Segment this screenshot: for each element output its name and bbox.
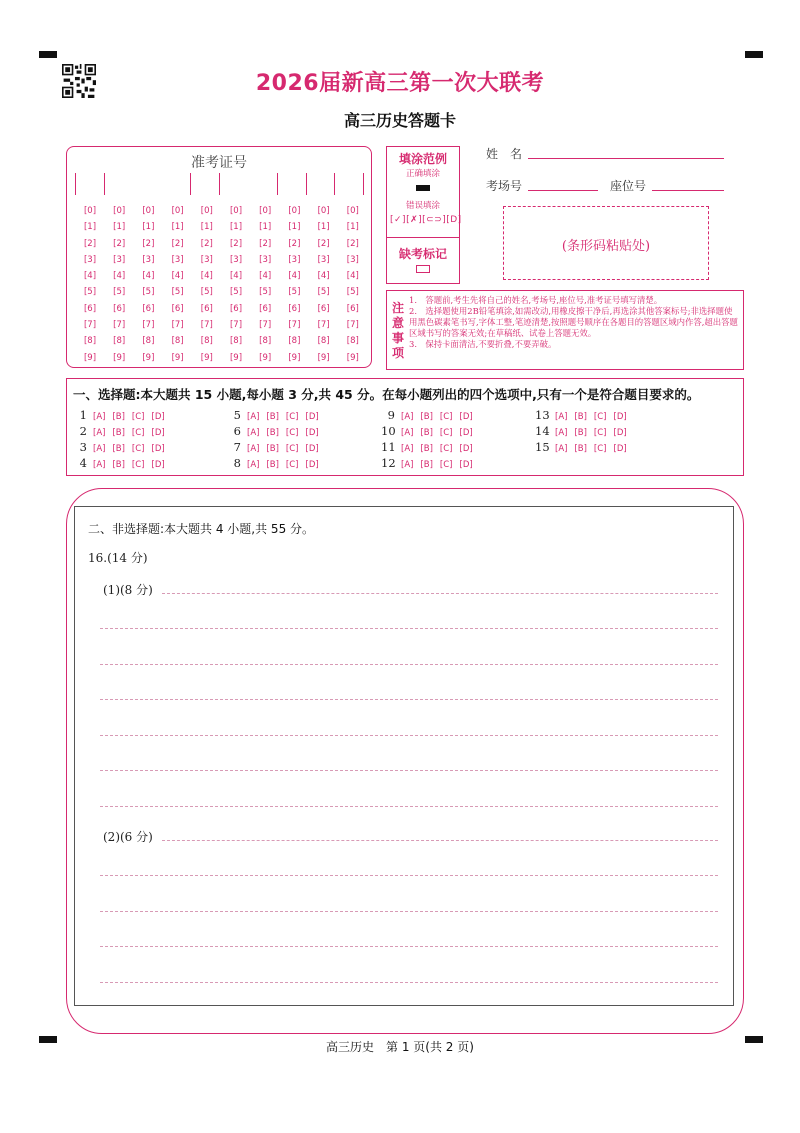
- admission-digit-bubble[interactable]: [6]: [171, 303, 184, 314]
- admission-digit-bubble[interactable]: [4]: [171, 271, 184, 282]
- admission-digit-bubble[interactable]: [9]: [83, 352, 97, 363]
- mc-question: [73, 456, 172, 470]
- mc-option-bubble[interactable]: [A]: [247, 444, 260, 454]
- admission-digit-bubble[interactable]: [7]: [259, 320, 272, 331]
- admission-digit-bubble[interactable]: [8]: [113, 336, 126, 347]
- room-field[interactable]: [528, 190, 598, 191]
- admission-digit-bubble[interactable]: [5]: [83, 287, 97, 298]
- room-label: 考场号: [486, 179, 523, 193]
- admission-digit-bubble[interactable]: [2]: [83, 238, 97, 249]
- admission-digit-bubble[interactable]: [1]: [83, 222, 97, 233]
- mc-option-bubble[interactable]: [D]: [613, 412, 627, 422]
- mc-option-bubble[interactable]: [B]: [112, 428, 125, 438]
- admission-digit-bubble[interactable]: [6]: [229, 303, 243, 314]
- admission-digit-bubble[interactable]: [9]: [317, 352, 330, 363]
- admission-digit-bubble[interactable]: [2]: [259, 238, 272, 249]
- mc-option-bubble[interactable]: [B]: [420, 428, 433, 438]
- answer-line[interactable]: [162, 593, 718, 594]
- admission-digit-bubble[interactable]: [8]: [200, 336, 213, 347]
- admission-digit-bubble[interactable]: [4]: [259, 271, 272, 282]
- note-item: 1. 答题前,考生先将自己的姓名,考场号,座位号,准考证号填写清楚。: [409, 295, 663, 305]
- mc-option-bubble[interactable]: [B]: [420, 412, 433, 422]
- admission-digit-bubble[interactable]: [3]: [259, 254, 272, 265]
- admission-digit-bubble[interactable]: [6]: [113, 303, 126, 314]
- mc-option-bubble[interactable]: [B]: [420, 444, 433, 454]
- divider: [387, 237, 459, 238]
- mc-option-bubble[interactable]: [A]: [93, 460, 106, 470]
- admission-digit-bubble[interactable]: [2]: [317, 238, 330, 249]
- mc-question: [73, 440, 172, 454]
- mc-option-bubble[interactable]: [B]: [574, 412, 587, 422]
- admission-digit-bubble[interactable]: [3]: [346, 254, 359, 265]
- mc-option-bubble[interactable]: [B]: [266, 428, 279, 438]
- mc-question-number: 3: [79, 440, 87, 454]
- admission-digit-bubble[interactable]: [8]: [346, 336, 359, 347]
- mc-option-bubble[interactable]: [D]: [613, 444, 627, 454]
- admission-digit-column: [344, 203, 362, 366]
- admission-digit-bubble[interactable]: [6]: [346, 303, 359, 314]
- admission-digit-bubble[interactable]: [6]: [288, 303, 301, 314]
- mc-question-number: 1: [79, 408, 87, 422]
- absent-mark-checkbox[interactable]: [416, 265, 430, 273]
- admission-digit-bubble[interactable]: [1]: [317, 222, 330, 233]
- notes-box: [386, 290, 744, 370]
- note-item: 3. 保持卡面清洁,不要折叠,不要弄破。: [409, 339, 557, 349]
- mc-option-bubble[interactable]: [A]: [247, 460, 260, 470]
- admission-digit-column: [198, 203, 216, 366]
- admission-digit-bubble[interactable]: [2]: [200, 238, 213, 249]
- mc-question-number: 13: [535, 408, 550, 422]
- mc-option-bubble[interactable]: [A]: [93, 428, 106, 438]
- mc-question-number: 2: [79, 424, 87, 438]
- mc-question: [227, 424, 326, 438]
- page-footer: 高三历史 第 1 页(共 2 页): [326, 1040, 474, 1054]
- admission-digit-bubble[interactable]: [8]: [288, 336, 301, 347]
- mc-option-bubble[interactable]: [C]: [285, 412, 299, 422]
- mc-option-bubble[interactable]: [A]: [401, 428, 414, 438]
- answer-line[interactable]: [100, 664, 718, 665]
- mc-option-bubble[interactable]: [A]: [93, 444, 106, 454]
- barcode-label: (条形码粘贴处): [561, 239, 651, 254]
- mc-option-bubble[interactable]: [D]: [459, 460, 473, 470]
- mc-question-number: 9: [387, 408, 395, 422]
- mc-option-bubble[interactable]: [D]: [459, 412, 473, 422]
- mc-question: [381, 456, 480, 470]
- admission-digit-bubble[interactable]: [1]: [113, 222, 126, 233]
- admission-digit-bubble[interactable]: [9]: [346, 352, 359, 363]
- mc-option-bubble[interactable]: [B]: [266, 444, 279, 454]
- multiple-choice-title: 一、选择题:本大题共 15 小题,每小题 3 分,共 45 分。在每小题列出的四个选项中,只有一个是符合题目要求的。: [73, 387, 700, 402]
- mc-question: [381, 408, 480, 422]
- mc-question-number: 11: [381, 440, 396, 454]
- admission-digit-bubble[interactable]: [9]: [142, 352, 155, 363]
- exam-title: 2026届新高三第一次大联考: [255, 71, 545, 96]
- wrong-fill-samples: [✓][✗][⊂⊃][D]: [390, 215, 462, 225]
- admission-digit-bubble[interactable]: [4]: [83, 271, 97, 282]
- mc-option-bubble[interactable]: [B]: [574, 428, 587, 438]
- admission-digit-bubble[interactable]: [5]: [288, 287, 301, 298]
- mc-question-number: 7: [233, 440, 241, 454]
- admission-digit-bubble[interactable]: [9]: [259, 352, 272, 363]
- admission-digit-column: [256, 203, 274, 366]
- mc-option-bubble[interactable]: [C]: [131, 460, 145, 470]
- admission-digit-bubble[interactable]: [7]: [317, 320, 330, 331]
- seat-label: 座位号: [610, 179, 647, 193]
- admission-digit-bubble[interactable]: [4]: [317, 271, 330, 282]
- admission-digit-bubble[interactable]: [0]: [113, 206, 126, 216]
- multiple-choice-section: [66, 378, 744, 476]
- admission-digit-bubble[interactable]: [9]: [288, 352, 301, 363]
- mc-question-number: 4: [79, 456, 87, 470]
- admission-digit-bubble[interactable]: [9]: [171, 352, 184, 363]
- mc-question-number: 6: [233, 424, 241, 438]
- mc-question-number: 12: [381, 456, 396, 470]
- admission-digit-bubble[interactable]: [0]: [346, 206, 359, 216]
- admission-digit-bubble[interactable]: [1]: [346, 222, 359, 233]
- admission-digit-bubble[interactable]: [9]: [200, 352, 213, 363]
- mc-option-bubble[interactable]: [C]: [439, 444, 453, 454]
- admission-digit-bubble[interactable]: [6]: [259, 303, 272, 314]
- name-field[interactable]: [528, 158, 724, 159]
- mc-option-bubble[interactable]: [B]: [112, 460, 125, 470]
- mc-option-bubble[interactable]: [A]: [401, 460, 414, 470]
- mc-option-bubble[interactable]: [C]: [131, 428, 145, 438]
- mc-option-bubble[interactable]: [D]: [305, 460, 319, 470]
- mc-option-bubble[interactable]: [C]: [131, 444, 145, 454]
- answer-line[interactable]: [100, 982, 718, 983]
- admission-digit-column: [81, 203, 99, 366]
- admission-digit-bubble[interactable]: [2]: [171, 238, 184, 249]
- mc-question: [535, 440, 634, 454]
- mc-option-bubble[interactable]: [D]: [305, 444, 319, 454]
- mc-option-bubble[interactable]: [C]: [285, 428, 299, 438]
- mc-option-bubble[interactable]: [A]: [555, 428, 568, 438]
- admission-digit-bubble[interactable]: [3]: [113, 254, 126, 265]
- admission-number-title: 准考证号: [191, 155, 247, 171]
- admission-digit-bubble[interactable]: [7]: [200, 320, 213, 331]
- admission-digit-bubble[interactable]: [2]: [346, 238, 359, 249]
- mc-option-bubble[interactable]: [D]: [305, 412, 319, 422]
- mc-option-bubble[interactable]: [A]: [93, 412, 106, 422]
- admission-digit-bubble[interactable]: [5]: [346, 287, 359, 298]
- mc-question: [227, 408, 326, 422]
- admission-digit-bubble[interactable]: [8]: [83, 336, 97, 347]
- fill-example-box: [386, 146, 460, 284]
- mc-option-bubble[interactable]: [B]: [112, 444, 125, 454]
- admission-digit-column: [315, 203, 333, 366]
- admission-digit-bubble[interactable]: [7]: [113, 320, 126, 331]
- mc-option-bubble[interactable]: [A]: [401, 444, 414, 454]
- note-item: 2. 选择题使用2B铅笔填涂,如需改动,用橡皮擦干净后,再选涂其他答案标号;非选择题使用黑色碳素笔书写,字体工整,笔迹清楚,按照题号顺序在各题目的答题区域内作答,超出答题区域书写的答案无效;在草稿纸、试卷上答题无效。: [409, 306, 738, 338]
- admission-digit-column: [227, 203, 245, 366]
- admission-digit-bubble[interactable]: [1]: [229, 222, 243, 233]
- mc-option-bubble[interactable]: [B]: [574, 444, 587, 454]
- admission-digit-bubble[interactable]: [6]: [83, 303, 97, 314]
- admission-number-box: [66, 146, 372, 368]
- mc-option-bubble[interactable]: [C]: [593, 428, 607, 438]
- mc-option-bubble[interactable]: [C]: [593, 412, 607, 422]
- admission-digit-bubble[interactable]: [0]: [229, 206, 243, 216]
- answer-line[interactable]: [100, 628, 718, 629]
- mc-question-number: 14: [535, 424, 550, 438]
- mc-question: [73, 424, 172, 438]
- mc-option-bubble[interactable]: [A]: [247, 412, 260, 422]
- answer-sheet-title: 高三历史答题卡: [343, 111, 456, 130]
- admission-digit-bubble[interactable]: [7]: [83, 320, 97, 331]
- admission-digit-bubble[interactable]: [0]: [171, 206, 184, 216]
- mc-option-bubble[interactable]: [D]: [151, 412, 165, 422]
- admission-write-box[interactable]: [277, 173, 307, 195]
- mc-option-bubble[interactable]: [D]: [151, 460, 165, 470]
- admission-digit-bubble[interactable]: [2]: [229, 238, 243, 249]
- admission-digit-bubble[interactable]: [9]: [113, 352, 126, 363]
- correct-fill-label: 正确填涂: [405, 169, 440, 179]
- admission-digit-bubble[interactable]: [1]: [200, 222, 213, 233]
- admission-digit-bubble[interactable]: [3]: [200, 254, 213, 265]
- mc-option-bubble[interactable]: [B]: [266, 460, 279, 470]
- admission-digit-bubble[interactable]: [1]: [288, 222, 301, 233]
- answer-line[interactable]: [100, 735, 718, 736]
- mc-option-bubble[interactable]: [D]: [459, 428, 473, 438]
- admission-digit-bubble[interactable]: [5]: [142, 287, 155, 298]
- admission-digit-bubble[interactable]: [0]: [142, 206, 155, 216]
- answer-line[interactable]: [100, 875, 718, 876]
- mc-option-bubble[interactable]: [A]: [555, 444, 568, 454]
- question-16-part1-label: (1)(8 分): [103, 583, 153, 597]
- mc-option-bubble[interactable]: [D]: [151, 428, 165, 438]
- question-16-label: 16.(14 分): [88, 551, 148, 565]
- answer-line[interactable]: [100, 770, 718, 771]
- admission-digit-bubble[interactable]: [5]: [259, 287, 272, 298]
- admission-digit-bubble[interactable]: [5]: [171, 287, 184, 298]
- admission-digit-bubble[interactable]: [7]: [171, 320, 184, 331]
- admission-digit-bubble[interactable]: [1]: [259, 222, 272, 233]
- admission-digit-bubble[interactable]: [4]: [346, 271, 359, 282]
- answer-line[interactable]: [100, 699, 718, 700]
- barcode-area: [503, 206, 709, 280]
- mc-option-bubble[interactable]: [B]: [420, 460, 433, 470]
- answer-line[interactable]: [100, 946, 718, 947]
- admission-digit-bubble[interactable]: [8]: [229, 336, 243, 347]
- mc-option-bubble[interactable]: [A]: [555, 412, 568, 422]
- admission-digit-bubble[interactable]: [5]: [317, 287, 330, 298]
- mc-option-bubble[interactable]: [C]: [285, 444, 299, 454]
- admission-digit-bubble[interactable]: [1]: [171, 222, 184, 233]
- mc-option-bubble[interactable]: [C]: [131, 412, 145, 422]
- admission-digit-column: [285, 203, 303, 366]
- answer-line[interactable]: [100, 911, 718, 912]
- mc-question-number: 5: [233, 408, 241, 422]
- admission-digit-bubble[interactable]: [6]: [317, 303, 330, 314]
- question-16-part2-label: (2)(6 分): [103, 830, 153, 844]
- free-response-title: 二、非选择题:本大题共 4 小题,共 55 分。: [88, 522, 315, 536]
- notes-body: [409, 295, 739, 350]
- admission-digit-bubble[interactable]: [7]: [288, 320, 301, 331]
- mc-question-number: 8: [233, 456, 241, 470]
- admission-digit-bubble[interactable]: [3]: [288, 254, 301, 265]
- free-response-area: [74, 506, 734, 1006]
- admission-digit-bubble[interactable]: [4]: [229, 271, 243, 282]
- admission-digit-bubble[interactable]: [6]: [200, 303, 213, 314]
- mc-option-bubble[interactable]: [B]: [266, 412, 279, 422]
- absent-mark-label: 缺考标记: [398, 247, 447, 261]
- mc-question-number: 10: [381, 424, 396, 438]
- answer-line[interactable]: [100, 806, 718, 807]
- mc-option-bubble[interactable]: [B]: [112, 412, 125, 422]
- mc-question: [381, 440, 480, 454]
- mc-option-bubble[interactable]: [C]: [439, 460, 453, 470]
- admission-digit-bubble[interactable]: [0]: [288, 206, 301, 216]
- mc-question: [227, 456, 326, 470]
- admission-digit-bubble[interactable]: [3]: [171, 254, 184, 265]
- mc-option-bubble[interactable]: [D]: [305, 428, 319, 438]
- mc-question: [73, 408, 172, 422]
- admission-digit-bubble[interactable]: [0]: [317, 206, 330, 216]
- mc-option-bubble[interactable]: [A]: [401, 412, 414, 422]
- name-label: 姓 名: [486, 147, 523, 161]
- admission-digit-bubble[interactable]: [8]: [317, 336, 330, 347]
- admission-digit-bubble[interactable]: [3]: [142, 254, 155, 265]
- admission-digit-bubble[interactable]: [8]: [259, 336, 272, 347]
- admission-digit-bubble[interactable]: [4]: [113, 271, 126, 282]
- admission-digit-column: [169, 203, 187, 366]
- registration-mark-top-left: [39, 51, 57, 58]
- admission-digit-bubble[interactable]: [7]: [229, 320, 243, 331]
- admission-digit-bubble[interactable]: [0]: [200, 206, 213, 216]
- registration-mark-top-right: [745, 51, 763, 58]
- mc-option-bubble[interactable]: [D]: [151, 444, 165, 454]
- mc-option-bubble[interactable]: [D]: [613, 428, 627, 438]
- admission-write-box[interactable]: [75, 173, 105, 195]
- admission-digit-bubble[interactable]: [5]: [113, 287, 126, 298]
- admission-digit-bubble[interactable]: [0]: [259, 206, 272, 216]
- mc-question: [227, 440, 326, 454]
- admission-digit-column: [110, 203, 128, 366]
- mc-question: [381, 424, 480, 438]
- admission-digit-bubble[interactable]: [7]: [346, 320, 359, 331]
- admission-digit-bubble[interactable]: [1]: [142, 222, 155, 233]
- admission-digit-bubble[interactable]: [5]: [229, 287, 243, 298]
- mc-option-bubble[interactable]: [C]: [285, 460, 299, 470]
- mc-option-bubble[interactable]: [C]: [593, 444, 607, 454]
- admission-digit-bubble[interactable]: [4]: [288, 271, 301, 282]
- admission-digit-bubble[interactable]: [2]: [142, 238, 155, 249]
- mc-option-bubble[interactable]: [D]: [459, 444, 473, 454]
- admission-digit-bubble[interactable]: [6]: [142, 303, 155, 314]
- admission-digit-bubble[interactable]: [2]: [113, 238, 126, 249]
- correct-fill-sample: [416, 185, 430, 191]
- notes-heading: 注意事项: [391, 301, 404, 360]
- mc-question-number: 15: [535, 440, 550, 454]
- mc-question: [535, 408, 634, 422]
- fill-example-title: 填涂范例: [398, 152, 447, 166]
- mc-option-bubble[interactable]: [C]: [439, 428, 453, 438]
- admission-digit-bubble[interactable]: [8]: [142, 336, 155, 347]
- admission-digit-bubble[interactable]: [3]: [229, 254, 243, 265]
- admission-digit-bubble[interactable]: [4]: [142, 271, 155, 282]
- admission-digit-bubble[interactable]: [0]: [83, 206, 97, 216]
- admission-digit-bubble[interactable]: [7]: [142, 320, 155, 331]
- admission-write-box[interactable]: [190, 173, 220, 195]
- mc-question: [535, 424, 634, 438]
- admission-digit-bubble[interactable]: [9]: [229, 352, 243, 363]
- admission-digit-bubble[interactable]: [5]: [200, 287, 213, 298]
- wrong-fill-label: 错误填涂: [405, 201, 440, 211]
- answer-line[interactable]: [162, 840, 718, 841]
- mc-option-bubble[interactable]: [A]: [247, 428, 260, 438]
- admission-digit-bubble[interactable]: [8]: [171, 336, 184, 347]
- admission-digit-bubble[interactable]: [3]: [83, 254, 97, 265]
- admission-digit-bubble[interactable]: [4]: [200, 271, 213, 282]
- admission-write-box[interactable]: [334, 173, 364, 195]
- mc-option-bubble[interactable]: [C]: [439, 412, 453, 422]
- seat-field[interactable]: [652, 190, 724, 191]
- admission-digit-bubble[interactable]: [2]: [288, 238, 301, 249]
- admission-digit-bubble[interactable]: [3]: [317, 254, 330, 265]
- admission-digit-column: [139, 203, 157, 366]
